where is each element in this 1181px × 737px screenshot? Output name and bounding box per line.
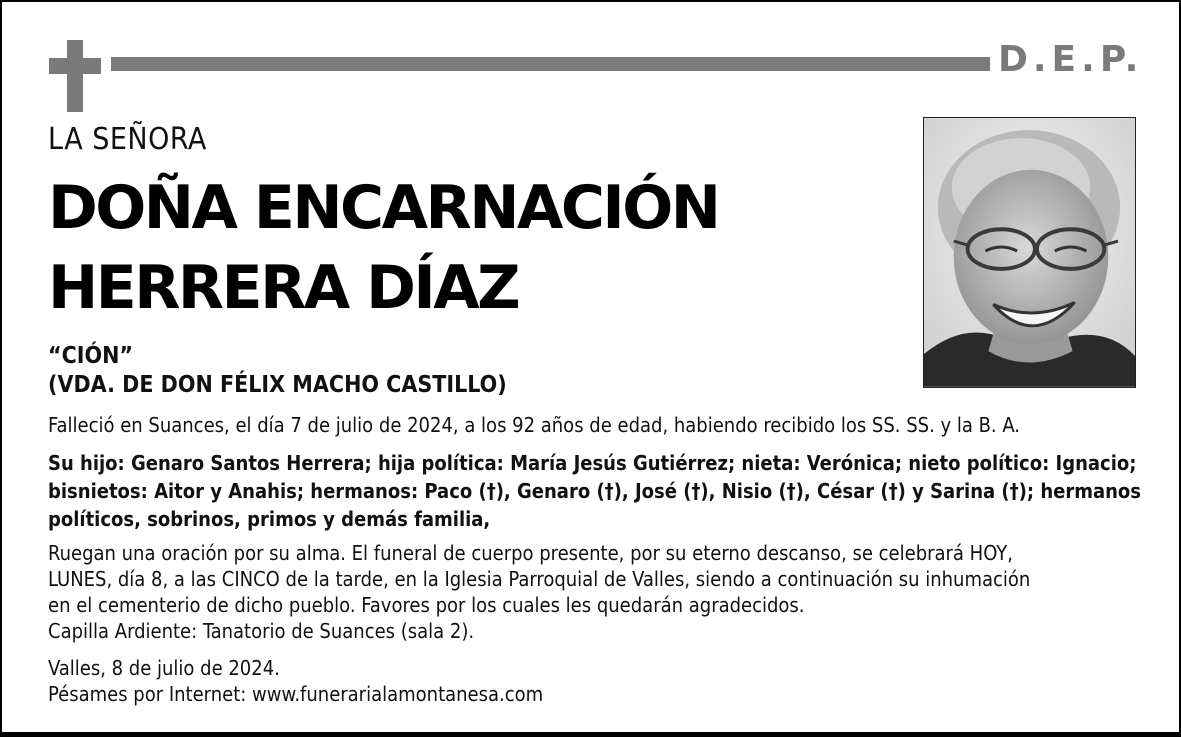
family-list [48,449,1148,533]
name-line-2: HERRERA DÍAZ [48,253,519,323]
family-line: Su hijo: Genaro Santos Herrera; hija política: María Jesús Gutiérrez; nieta: Verónica; nieto político: Ignacio; [48,451,1137,475]
family-line: bisnietos: Aitor y Anahis; hermanos: Paco (†), Genaro (†), José (†), Nisio (†), César (†) y Sarina (†); hermanos [48,479,1141,503]
closing-block [48,655,543,707]
funeral-line: en el cementerio de dicho pueblo. Favores por los cuales les quedarán agradecidos. [48,593,805,617]
header-rule [111,57,990,71]
bottom-rule [2,732,1179,737]
dep-label: D.E.P. [998,39,1144,80]
chapel-line: Capilla Ardiente: Tanatorio de Suances (sala 2). [48,619,475,643]
portrait-photo [923,117,1136,388]
death-notice: Falleció en Suances, el día 7 de julio de 2024, a los 92 años de edad, habiendo recibido los SS. SS. y la B. A. [48,413,1021,437]
place-date: Valles, 8 de julio de 2024. [48,656,280,680]
funeral-details [48,540,1148,644]
widow-of: (VDA. DE DON FÉLIX MACHO CASTILLO) [48,372,507,398]
funeral-line: Ruegan una oración por su alma. El funeral de cuerpo presente, por su eterno descanso, se celebrará HOY, [48,541,1013,565]
deceased-name [48,168,908,328]
condolences-line: Pésames por Internet: www.funerarialamontanesa.com [48,682,544,706]
name-line-1: DOÑA ENCARNACIÓN [48,173,719,243]
family-line: políticos, sobrinos, primos y demás familia, [48,507,491,531]
honorific: LA SEÑORA [48,122,207,157]
nickname: “CIÓN” [48,343,133,369]
latin-cross-icon [49,40,101,112]
funeral-line: LUNES, día 8, a las CINCO de la tarde, en la Iglesia Parroquial de Valles, siendo a continuación su inhumación [48,567,1031,591]
